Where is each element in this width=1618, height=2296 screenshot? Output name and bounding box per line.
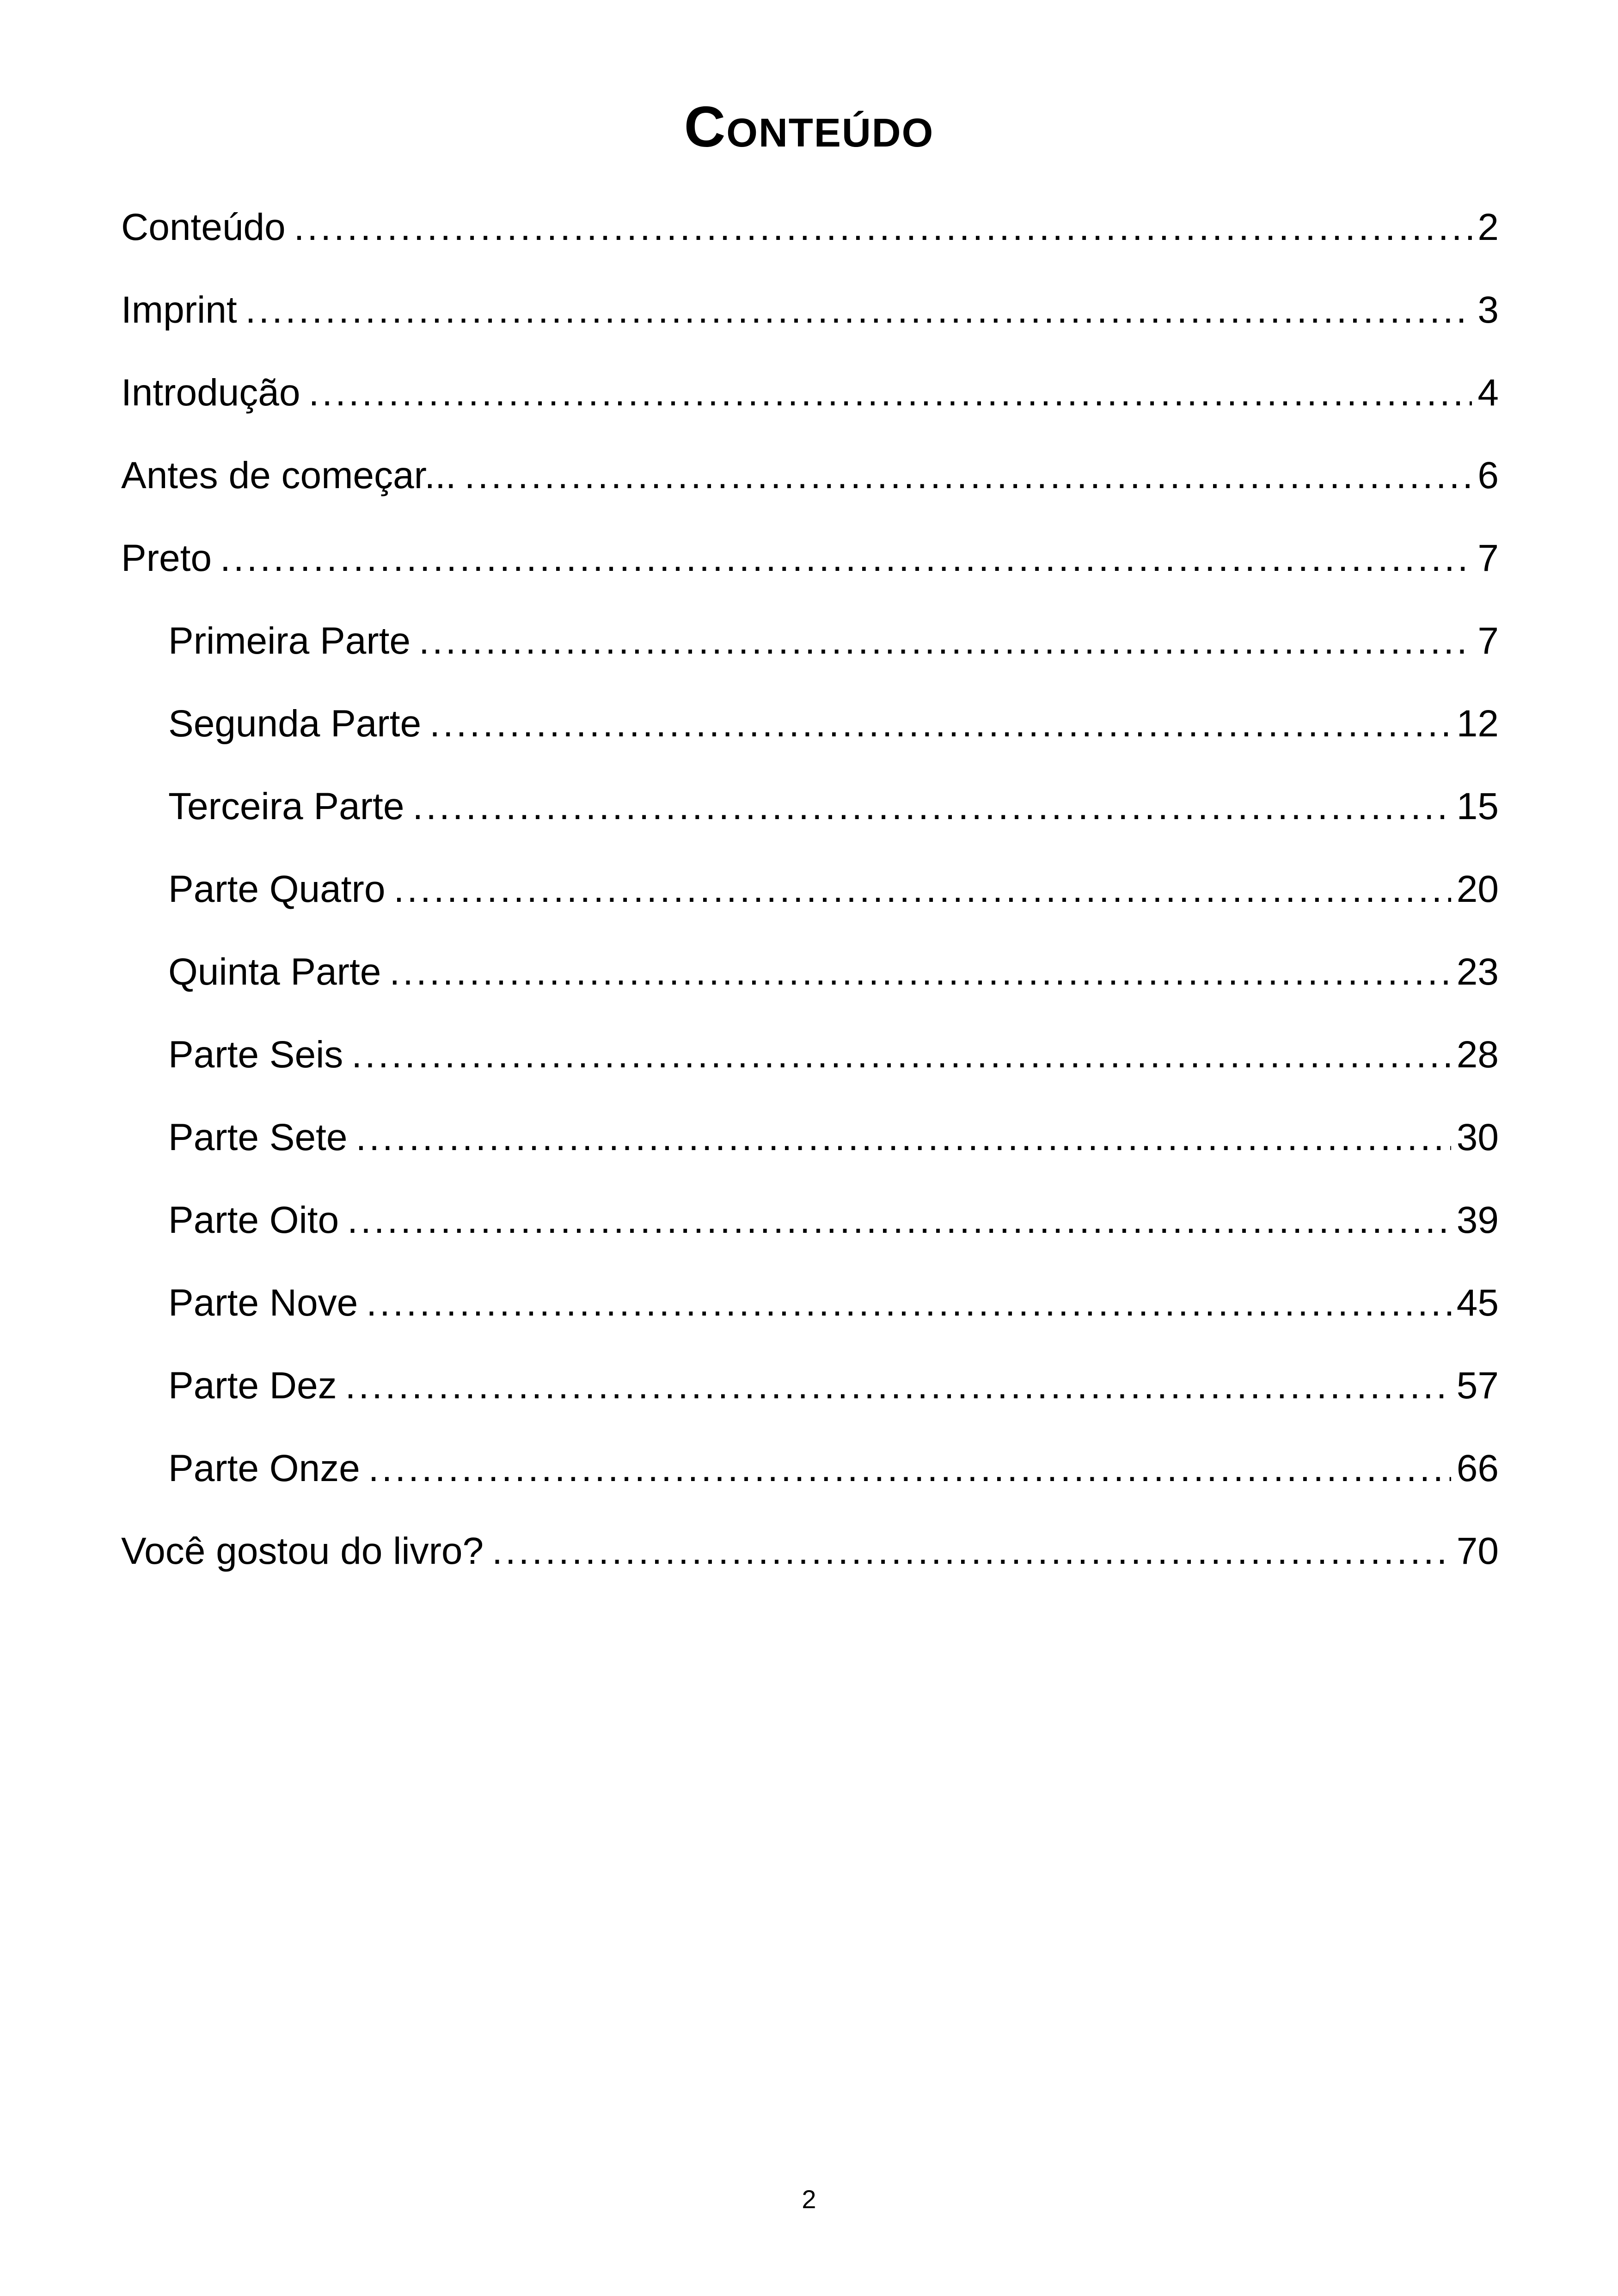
toc-dot-leader	[368, 1439, 1451, 1499]
toc-entry-label: Parte Seis	[168, 1034, 343, 1076]
toc-dot-leader	[220, 528, 1472, 588]
toc-entry-label: Imprint	[121, 289, 237, 331]
toc-entry-label: Parte Nove	[168, 1282, 358, 1324]
toc-entry[interactable]	[121, 611, 1499, 694]
toc-entry[interactable]	[121, 446, 1499, 528]
toc-entry-label: Parte Quatro	[168, 868, 386, 910]
toc-entry-label: Terceira Parte	[168, 785, 404, 827]
toc-entry-label: Parte Dez	[168, 1365, 337, 1407]
toc-dot-leader	[393, 859, 1451, 919]
toc-dot-leader	[294, 197, 1472, 257]
toc-dot-leader	[355, 1108, 1451, 1168]
toc-dot-leader	[492, 1521, 1451, 1581]
toc-entry-label: Parte Sete	[168, 1116, 348, 1158]
toc-dot-leader	[351, 1025, 1451, 1085]
toc-entry[interactable]	[121, 859, 1499, 942]
toc-dot-leader	[465, 446, 1472, 506]
toc-entry-page: 57	[1456, 1365, 1499, 1407]
toc-entry-page: 66	[1456, 1447, 1499, 1489]
toc-entry-label: Conteúdo	[121, 206, 286, 248]
toc-entry-page: 30	[1456, 1116, 1499, 1158]
toc-entry[interactable]	[121, 777, 1499, 859]
toc-entry[interactable]	[121, 1108, 1499, 1190]
toc-entry-label: Você gostou do livro?	[121, 1530, 484, 1572]
toc-entry-page: 4	[1477, 372, 1499, 414]
toc-entry-page: 15	[1456, 785, 1499, 827]
toc-entry-page: 7	[1477, 537, 1499, 579]
toc-entry-label: Parte Oito	[168, 1199, 339, 1241]
toc-dot-leader	[345, 1356, 1451, 1416]
toc-dot-leader	[429, 694, 1451, 754]
toc-entry[interactable]	[121, 694, 1499, 777]
toc-entry[interactable]	[121, 1439, 1499, 1521]
toc-entry[interactable]	[121, 1356, 1499, 1439]
toc-entry-page: 3	[1477, 289, 1499, 331]
toc-entry-page: 2	[1477, 206, 1499, 248]
toc-dot-leader	[366, 1273, 1451, 1333]
page-title: Conteúdo	[684, 95, 934, 159]
toc-entry-label: Preto	[121, 537, 212, 579]
toc-entry-page: 70	[1456, 1530, 1499, 1572]
toc-dot-leader	[309, 363, 1472, 423]
toc-entry-label: Introdução	[121, 372, 300, 414]
toc-entry-page: 45	[1456, 1282, 1499, 1324]
toc-entry-page: 28	[1456, 1034, 1499, 1076]
toc-dot-leader	[389, 942, 1451, 1002]
toc-entry[interactable]	[121, 280, 1499, 363]
toc-entry-label: Segunda Parte	[168, 703, 422, 745]
toc-entry-label: Primeira Parte	[168, 620, 411, 662]
toc-dot-leader	[347, 1190, 1451, 1250]
toc-entry[interactable]	[121, 1190, 1499, 1273]
toc-entry[interactable]	[121, 1521, 1499, 1604]
toc-dot-leader	[412, 777, 1451, 837]
toc-entry[interactable]	[121, 363, 1499, 446]
toc-entry-page: 7	[1477, 620, 1499, 662]
toc-entry-page: 6	[1477, 454, 1499, 496]
toc-entry[interactable]	[121, 942, 1499, 1025]
toc-entry[interactable]	[121, 1273, 1499, 1356]
toc-dot-leader	[245, 280, 1472, 340]
toc-entry-page: 12	[1456, 703, 1499, 745]
toc-entry[interactable]	[121, 528, 1499, 611]
toc-entry[interactable]	[121, 197, 1499, 280]
toc-entry-label: Parte Onze	[168, 1447, 360, 1489]
toc-entry-page: 20	[1456, 868, 1499, 910]
toc-entry-page: 39	[1456, 1199, 1499, 1241]
toc-dot-leader	[419, 611, 1472, 671]
toc-entry-label: Antes de começar...	[121, 454, 456, 496]
toc-entry-label: Quinta Parte	[168, 951, 381, 993]
toc-entry[interactable]	[121, 1025, 1499, 1108]
table-of-contents	[121, 197, 1499, 1604]
toc-entry-page: 23	[1456, 951, 1499, 993]
page-number: 2	[802, 2185, 816, 2214]
